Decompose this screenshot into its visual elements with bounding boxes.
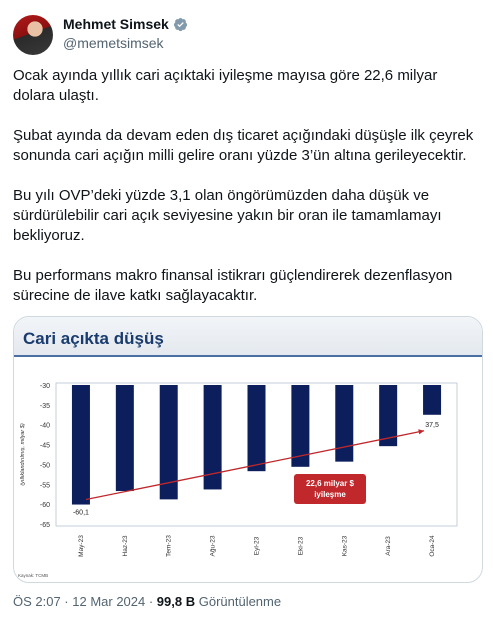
trend-arrowhead [418,429,424,434]
bar [423,385,441,415]
x-tick-label: Ağu-23 [209,535,217,557]
view-count: 99,8 B [156,594,196,609]
author-name[interactable] [63,16,188,32]
y-tick-label: -65 [39,522,50,529]
tweet-paragraph: Ocak ayında yıllık cari açıktaki iyileşme mayısa göre 22,6 milyar dolara ulaştı. [13,67,438,104]
bar [72,385,90,505]
data-label-last: 37,5 [425,421,439,429]
bar [116,385,134,491]
annotation-line1: 22,6 milyar $ [305,479,355,488]
y-tick-label: -30 [39,383,50,390]
verified-badge-icon [173,17,188,32]
x-tick-label: Haz-23 [121,535,129,557]
bar [335,385,353,462]
y-tick-label: -35 [39,402,50,410]
y-tick-label: -50 [39,462,50,470]
bar-chart [14,361,482,582]
x-tick-label: Eyl-23 [253,536,261,556]
data-label-first: -60,1 [72,509,89,517]
tweet-paragraph: Bu yılı OVP’deki yüzde 3,1 olan öngörümüzden daha düşük ve sürdürülebilir cari açık seviyesine yakın bir oran ile tamamlamayı bekliyoruz. [13,187,442,244]
y-tick-label: -45 [39,442,50,450]
x-tick-label: Tem-23 [165,535,173,557]
author-handle[interactable]: @memetsimsek [63,35,164,51]
media-card[interactable] [13,316,483,583]
views-label: Görüntülenme [195,594,282,609]
annotation-line2: iyileşme [314,490,346,499]
x-tick-label: Eki-23 [297,536,305,556]
bar [248,385,266,471]
avatar[interactable] [13,15,53,55]
tweet-meta [13,594,281,609]
tweet-paragraph: Şubat ayında da devam eden dış ticaret açığındaki düşüşle ilk çeyrek sonunda cari açığın milli gelire oranı yüzde 3’ün altına gerileyecektir. [13,127,474,164]
x-tick-label: Oca-24 [429,535,437,557]
header-divider [14,355,482,357]
timestamp[interactable]: ÖS 2:07 · 12 Mar 2024 · [13,594,157,609]
y-tick-label: -40 [39,422,50,430]
x-tick-label: Kas-23 [341,535,349,557]
tweet-paragraph: Bu performans makro finansal istikrarı güçlendirerek dezenflasyon sürecine de ilave katkı sağlayacaktır. [13,267,453,304]
x-tick-label: May-23 [77,535,85,557]
chart-title: Cari açıkta düşüş [23,329,164,348]
tweet-text [13,66,481,326]
author-name-text[interactable]: Mehmet Simsek [63,16,169,32]
x-tick-label: Ara-23 [385,536,393,556]
y-tick-label: -60 [39,502,50,510]
y-axis-label: (yıllıklandırılmış, milyar $) [20,423,26,486]
y-tick-label: -55 [39,482,50,490]
source-note: Kaynak: TCMB [18,573,49,578]
